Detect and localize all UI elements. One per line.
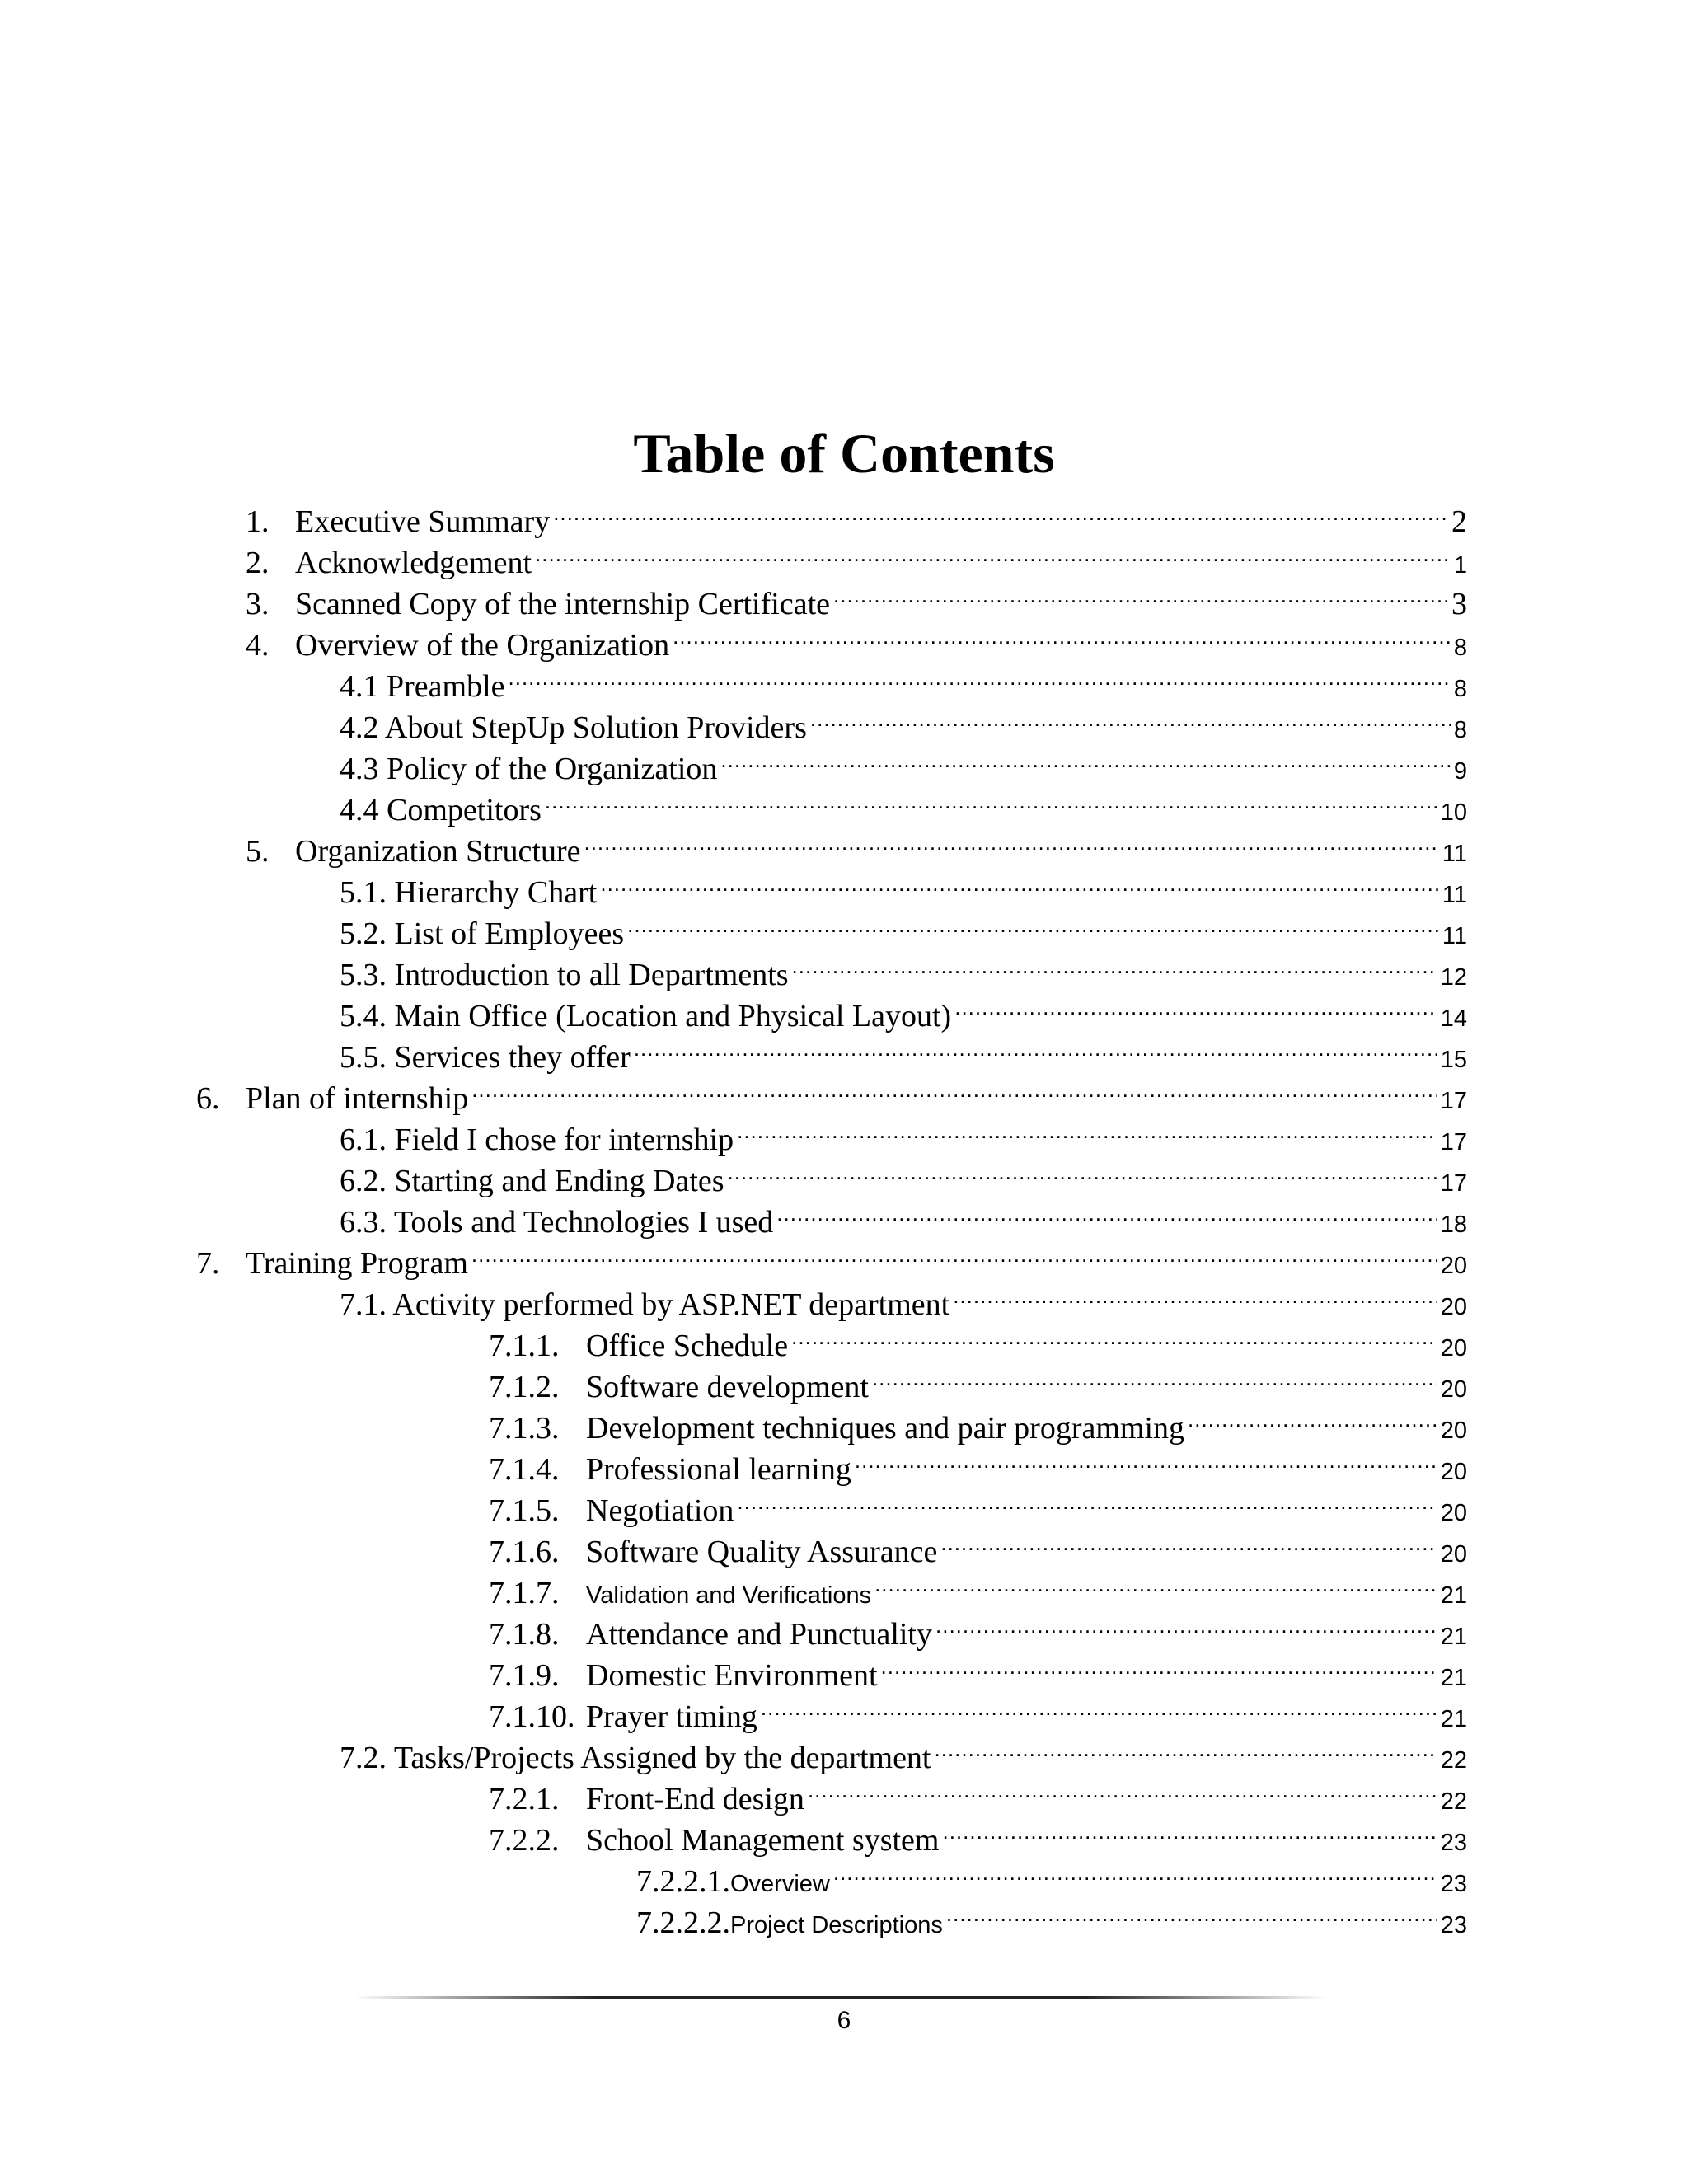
toc-entry[interactable] xyxy=(489,1397,1467,1446)
toc-entry-leader xyxy=(792,944,1437,985)
toc-entry-page: 21 xyxy=(1440,1582,1467,1609)
toc-entry-page: 15 xyxy=(1440,1047,1467,1073)
toc-entry-leader xyxy=(940,1521,1437,1562)
toc-entry-title: Organization Structure xyxy=(295,834,581,869)
toc-entry-leader xyxy=(874,1562,1437,1603)
toc-entry-leader xyxy=(727,1150,1437,1191)
toc-entry-leader xyxy=(737,1479,1437,1521)
toc-entry[interactable] xyxy=(489,1562,1467,1610)
toc-entry[interactable] xyxy=(340,944,1467,992)
toc-entry[interactable] xyxy=(340,1191,1467,1240)
toc-entry-page: 20 xyxy=(1440,1541,1467,1568)
toc-entry-page: 1 xyxy=(1453,552,1467,579)
toc-entry[interactable] xyxy=(636,1891,1467,1940)
toc-entry[interactable] xyxy=(340,696,1467,745)
toc-entry-title: 5.3. Introduction to all Departments xyxy=(340,958,789,992)
toc-entry-leader xyxy=(808,1768,1437,1809)
toc-entry-leader xyxy=(627,902,1439,944)
toc-entry-number: 1. xyxy=(246,504,270,539)
toc-entry[interactable] xyxy=(489,1356,1467,1404)
toc-entry-page: 14 xyxy=(1440,1005,1467,1032)
toc-entry-page: 21 xyxy=(1440,1706,1467,1732)
toc-entry[interactable] xyxy=(340,1273,1467,1322)
toc-entry-title: Executive Summary xyxy=(295,504,551,539)
toc-entry-number: 7.1.7. xyxy=(489,1576,560,1610)
toc-entry-title: Development techniques and pair programming xyxy=(586,1411,1185,1446)
toc-entry-page: 20 xyxy=(1440,1459,1467,1485)
toc-entry-title: Negotiation xyxy=(586,1493,734,1528)
toc-entry-page: 22 xyxy=(1440,1788,1467,1815)
toc-entry-leader xyxy=(810,696,1451,738)
toc-entry[interactable] xyxy=(489,1603,1467,1652)
toc-entry-title: Acknowledgement xyxy=(295,546,532,580)
toc-entry-leader xyxy=(872,1356,1437,1397)
toc-entry-leader xyxy=(535,532,1451,573)
toc-entry-number: 7.1.5. xyxy=(489,1493,560,1528)
toc-entry-title: Overview xyxy=(730,1871,830,1897)
toc-entry-title: School Management system xyxy=(586,1823,940,1858)
toc-entry-leader xyxy=(761,1685,1437,1727)
toc-entry-title: 6.3. Tools and Technologies I used xyxy=(340,1205,774,1240)
toc-entry[interactable] xyxy=(340,655,1467,704)
toc-entry-title: 5.4. Main Office (Location and Physical Layout) xyxy=(340,999,952,1033)
toc-entry-number: 7.2.2.2. xyxy=(636,1905,730,1940)
toc-entry-number: 7.1.4. xyxy=(489,1452,560,1487)
toc-entry-title: Scanned Copy of the internship Certificate xyxy=(295,587,830,621)
toc-entry[interactable] xyxy=(489,1315,1467,1363)
toc-entry-number: 7.1.6. xyxy=(489,1535,560,1569)
page-number: 6 xyxy=(837,2007,851,2034)
toc-entry[interactable] xyxy=(340,1727,1467,1775)
toc-entry-title: Domestic Environment xyxy=(586,1658,878,1693)
toc-entry-title: 4.3 Policy of the Organization xyxy=(340,752,718,786)
toc-entry-number: 2. xyxy=(246,546,270,580)
toc-entry-page: 23 xyxy=(1440,1871,1467,1897)
toc-entry-title: Training Program xyxy=(246,1246,468,1281)
toc-entry-title: 4.1 Preamble xyxy=(340,669,505,704)
toc-entry-leader xyxy=(881,1644,1437,1685)
toc-entry[interactable] xyxy=(489,1768,1467,1816)
toc-entry-title: 7.1. Activity performed by ASP.NET department xyxy=(340,1287,950,1322)
toc-entry-leader xyxy=(833,573,1448,614)
toc-entry[interactable] xyxy=(340,985,1467,1033)
toc-entry[interactable] xyxy=(489,1809,1467,1858)
toc-entry-title: Prayer timing xyxy=(586,1699,757,1734)
toc-entry-number: 6. xyxy=(196,1081,220,1116)
toc-entry-page: 12 xyxy=(1440,964,1467,991)
toc-entry[interactable] xyxy=(340,902,1467,951)
toc-entry-page: 20 xyxy=(1440,1253,1467,1279)
toc-entry-title: Software development xyxy=(586,1370,869,1404)
toc-entry[interactable] xyxy=(246,614,1467,663)
toc-entry-title: 7.2. Tasks/Projects Assigned by the department xyxy=(340,1741,931,1775)
toc-entry-leader xyxy=(935,1727,1437,1768)
toc-entry-page: 22 xyxy=(1440,1747,1467,1774)
toc-entry-page: 20 xyxy=(1440,1376,1467,1403)
toc-entry[interactable] xyxy=(340,1026,1467,1075)
toc-entry-number: 7.1.10. xyxy=(489,1699,575,1734)
toc-entry-leader xyxy=(720,738,1450,779)
toc-entry-page: 20 xyxy=(1440,1294,1467,1320)
toc-entry-page: 9 xyxy=(1453,758,1467,785)
toc-entry-page: 10 xyxy=(1440,799,1467,826)
toc-entry-number: 7.1.9. xyxy=(489,1658,560,1693)
toc-entry-title: Office Schedule xyxy=(586,1329,789,1363)
toc-entry-leader xyxy=(634,1026,1437,1067)
toc-entry-title: 6.2. Starting and Ending Dates xyxy=(340,1164,724,1198)
page-title: Table of Contents xyxy=(633,422,1055,485)
footer-divider xyxy=(354,1996,1327,1999)
toc-entry-title: 5.2. List of Employees xyxy=(340,916,625,951)
toc-entry-number: 7.2.1. xyxy=(489,1782,560,1816)
toc-entry-leader xyxy=(791,1315,1437,1356)
toc-entry-page: 11 xyxy=(1442,882,1467,908)
toc-entry-leader xyxy=(471,1067,1437,1108)
toc-entry-page: 8 xyxy=(1453,717,1467,743)
toc-entry-title: Professional learning xyxy=(586,1452,851,1487)
toc-entry[interactable] xyxy=(489,1644,1467,1693)
toc-entry-title: 4.4 Competitors xyxy=(340,793,542,827)
toc-entry-page: 18 xyxy=(1440,1212,1467,1238)
toc-entry[interactable] xyxy=(636,1850,1467,1899)
toc-entry[interactable] xyxy=(489,1521,1467,1569)
toc-entry-page: 21 xyxy=(1440,1665,1467,1691)
toc-entry-leader xyxy=(776,1191,1437,1232)
toc-entry-page: 17 xyxy=(1440,1129,1467,1155)
toc-entry-title: Software Quality Assurance xyxy=(586,1535,938,1569)
toc-entry-page: 3 xyxy=(1451,587,1467,621)
toc-entry-page: 20 xyxy=(1440,1500,1467,1526)
toc-entry-page: 21 xyxy=(1440,1624,1467,1650)
toc-entry-leader xyxy=(1188,1397,1437,1438)
toc-entry-leader xyxy=(946,1891,1437,1933)
toc-entry[interactable] xyxy=(246,820,1467,869)
toc-entry-title: Overview of the Organization xyxy=(295,628,670,663)
toc-entry[interactable] xyxy=(489,1438,1467,1487)
toc-entry-leader xyxy=(509,655,1451,696)
toc-entry[interactable] xyxy=(489,1685,1467,1734)
toc-entry-leader xyxy=(833,1850,1437,1891)
toc-entry-leader xyxy=(737,1108,1437,1150)
toc-entry-title: Project Descriptions xyxy=(730,1912,943,1938)
toc-entry-title: 6.1. Field I chose for internship xyxy=(340,1122,734,1157)
toc-entry-number: 7.1.1. xyxy=(489,1329,560,1363)
toc-entry-number: 5. xyxy=(246,834,270,869)
toc-entry-page: 17 xyxy=(1440,1088,1467,1114)
toc-entry-leader xyxy=(545,779,1437,820)
toc-entry-page: 20 xyxy=(1440,1418,1467,1444)
toc-entry-leader xyxy=(953,1273,1437,1315)
toc-entry-number: 7.2.2.1. xyxy=(636,1864,730,1899)
toc-entry-leader xyxy=(471,1232,1437,1273)
toc-entry-page: 17 xyxy=(1440,1170,1467,1197)
toc-entry[interactable] xyxy=(246,490,1467,539)
toc-entry[interactable] xyxy=(196,1067,1467,1116)
toc-entry[interactable] xyxy=(340,861,1467,910)
toc-entry-title: Validation and Verifications xyxy=(586,1582,872,1609)
toc-entry[interactable] xyxy=(196,1232,1467,1281)
toc-entry-number: 7.1.2. xyxy=(489,1370,560,1404)
toc-entry-leader xyxy=(855,1438,1437,1479)
toc-entry-page: 8 xyxy=(1453,635,1467,661)
toc-entry-leader xyxy=(673,614,1451,655)
toc-entry-page: 23 xyxy=(1440,1912,1467,1938)
toc-entry-page: 11 xyxy=(1442,923,1467,949)
toc-entry-page: 2 xyxy=(1451,504,1467,539)
toc-entry[interactable] xyxy=(340,738,1467,786)
toc-entry-number: 7.2.2. xyxy=(489,1823,560,1858)
toc-entry-title: Attendance and Punctuality xyxy=(586,1617,932,1652)
toc-entry-page: 20 xyxy=(1440,1335,1467,1361)
toc-entry-page: 11 xyxy=(1442,841,1467,867)
toc-entry-leader xyxy=(600,861,1439,902)
toc-entry[interactable] xyxy=(489,1479,1467,1528)
toc-entry-leader xyxy=(954,985,1437,1026)
toc-entry-title: Front-End design xyxy=(586,1782,804,1816)
toc-entry-number: 7.1.3. xyxy=(489,1411,560,1446)
toc-entry-leader xyxy=(553,490,1448,532)
toc-entry-leader xyxy=(942,1809,1437,1850)
toc-entry-leader xyxy=(935,1603,1437,1644)
toc-entry-page: 8 xyxy=(1453,676,1467,702)
toc-entry-title: 5.5. Services they offer xyxy=(340,1040,631,1075)
toc-entry-number: 4. xyxy=(246,628,270,663)
toc-entry-title: Plan of internship xyxy=(246,1081,469,1116)
toc-entry-title: 5.1. Hierarchy Chart xyxy=(340,875,598,910)
toc-entry-page: 23 xyxy=(1440,1830,1467,1856)
toc-entry[interactable] xyxy=(246,532,1467,580)
toc-entry[interactable] xyxy=(340,1150,1467,1198)
toc-entry-title: 4.2 About StepUp Solution Providers xyxy=(340,710,807,745)
toc-entry-number: 7. xyxy=(196,1246,220,1281)
toc-entry-number: 7.1.8. xyxy=(489,1617,560,1652)
toc-entry-leader xyxy=(584,820,1438,861)
toc-entry[interactable] xyxy=(340,1108,1467,1157)
toc-entry[interactable] xyxy=(246,573,1467,621)
toc-entry-number: 3. xyxy=(246,587,270,621)
toc-entry[interactable] xyxy=(340,779,1467,827)
